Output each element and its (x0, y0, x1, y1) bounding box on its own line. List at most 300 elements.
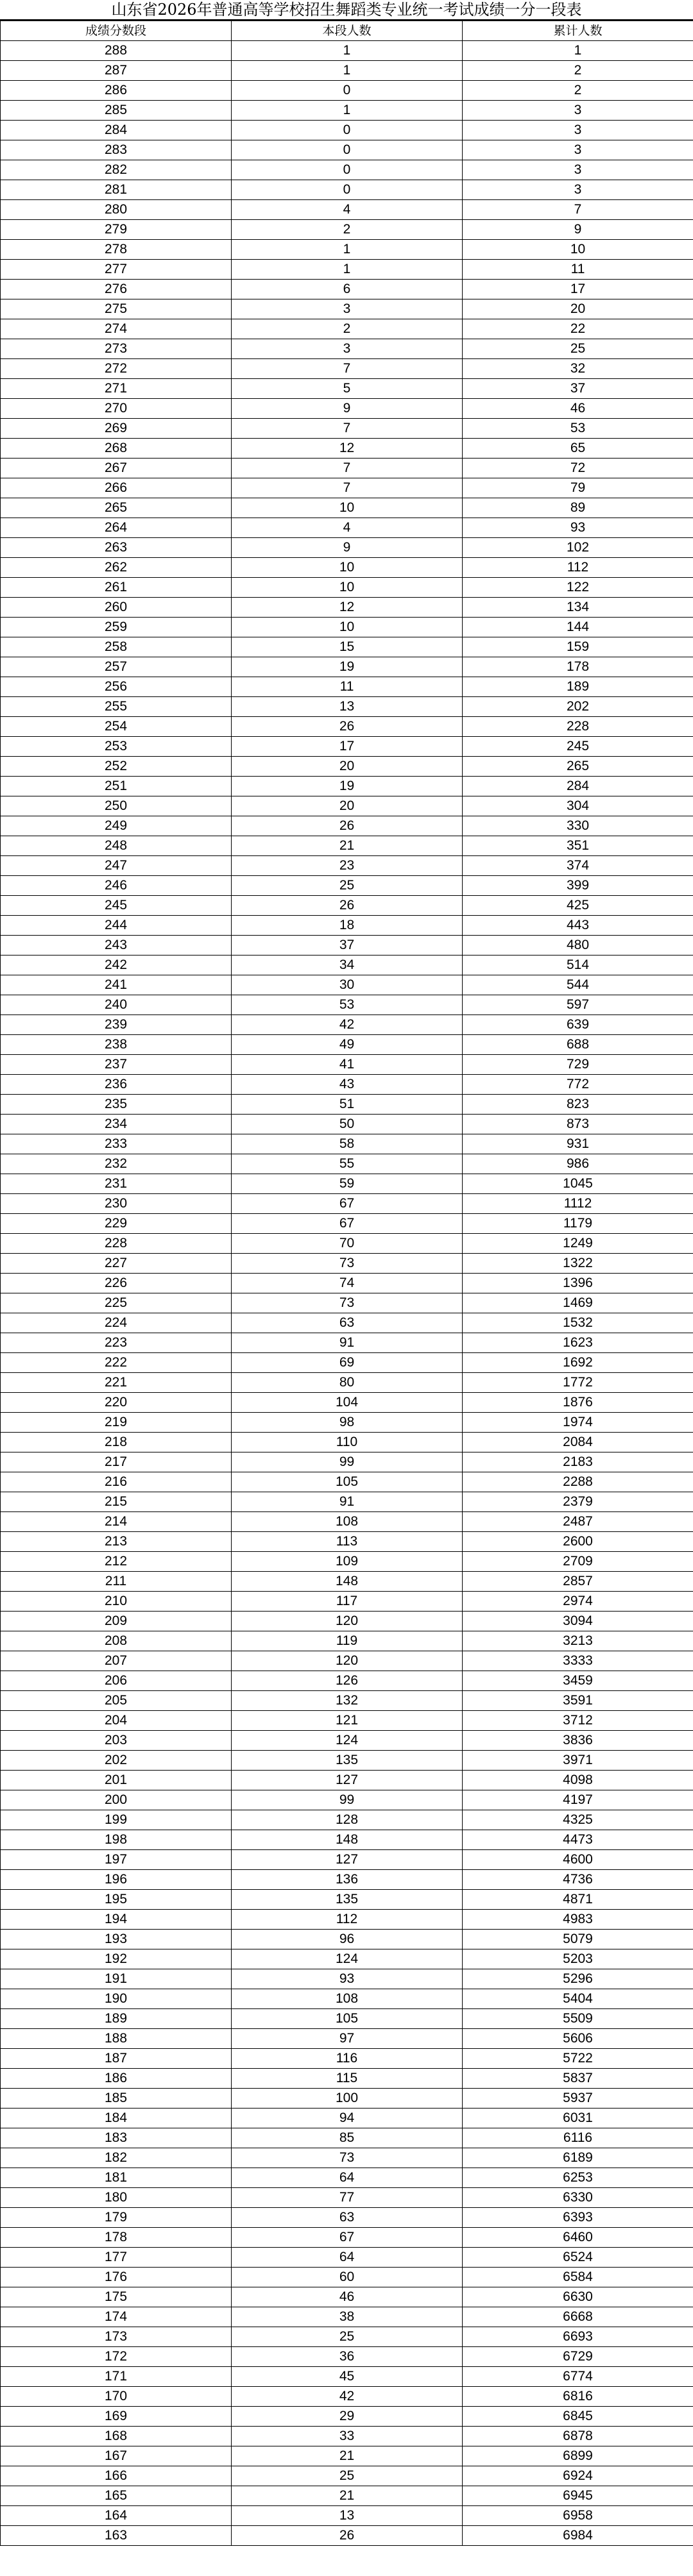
cumulative-count-cell: 178 (463, 657, 693, 677)
score-cell: 280 (1, 200, 232, 220)
table-row (1, 1433, 693, 1452)
cumulative-count-cell: 37 (463, 379, 693, 399)
segment-count-cell: 53 (232, 995, 463, 1015)
table-row (1, 1711, 693, 1731)
score-cell: 188 (1, 2029, 232, 2049)
segment-count-cell: 124 (232, 1949, 463, 1969)
segment-count-cell: 42 (232, 1015, 463, 1035)
cumulative-count-cell: 1623 (463, 1333, 693, 1353)
segment-count-cell: 29 (232, 2407, 463, 2427)
table-row (1, 1353, 693, 1373)
header-score-range: 成绩分数段 (1, 21, 232, 41)
segment-count-cell: 17 (232, 737, 463, 757)
cumulative-count-cell: 2487 (463, 1512, 693, 1532)
score-cell: 195 (1, 1890, 232, 1910)
cumulative-count-cell: 6524 (463, 2248, 693, 2268)
cumulative-count-cell: 9 (463, 220, 693, 240)
table-row (1, 518, 693, 538)
score-cell: 235 (1, 1095, 232, 1115)
table-row (1, 538, 693, 558)
header-segment-count: 本段人数 (232, 21, 463, 41)
score-cell: 214 (1, 1512, 232, 1532)
table-row (1, 916, 693, 936)
cumulative-count-cell: 374 (463, 856, 693, 876)
segment-count-cell: 7 (232, 359, 463, 379)
score-cell: 179 (1, 2208, 232, 2228)
segment-count-cell: 43 (232, 1075, 463, 1095)
score-cell: 285 (1, 101, 232, 121)
score-cell: 227 (1, 1254, 232, 1274)
cumulative-count-cell: 5837 (463, 2069, 693, 2089)
score-cell: 204 (1, 1711, 232, 1731)
segment-count-cell: 7 (232, 478, 463, 498)
segment-count-cell: 116 (232, 2049, 463, 2069)
table-row (1, 1870, 693, 1890)
cumulative-count-cell: 3591 (463, 1691, 693, 1711)
segment-count-cell: 148 (232, 1572, 463, 1592)
segment-count-cell: 0 (232, 160, 463, 180)
segment-count-cell: 25 (232, 876, 463, 896)
score-cell: 163 (1, 2526, 232, 2546)
cumulative-count-cell: 3836 (463, 1731, 693, 1751)
cumulative-count-cell: 159 (463, 637, 693, 657)
segment-count-cell: 50 (232, 1115, 463, 1134)
table-row (1, 2148, 693, 2168)
cumulative-count-cell: 17 (463, 280, 693, 299)
score-cell: 267 (1, 459, 232, 478)
score-cell: 242 (1, 955, 232, 975)
segment-count-cell: 77 (232, 2188, 463, 2208)
score-cell: 171 (1, 2367, 232, 2387)
segment-count-cell: 115 (232, 2069, 463, 2089)
cumulative-count-cell: 284 (463, 777, 693, 796)
table-row (1, 1373, 693, 1393)
score-cell: 199 (1, 1810, 232, 1830)
score-cell: 177 (1, 2248, 232, 2268)
segment-count-cell: 67 (232, 1214, 463, 1234)
segment-count-cell: 25 (232, 2327, 463, 2347)
table-row (1, 2367, 693, 2387)
cumulative-count-cell: 122 (463, 578, 693, 598)
table-row (1, 1115, 693, 1134)
cumulative-count-cell: 102 (463, 538, 693, 558)
table-row (1, 61, 693, 81)
score-cell: 277 (1, 260, 232, 280)
table-row (1, 260, 693, 280)
table-row (1, 2069, 693, 2089)
cumulative-count-cell: 228 (463, 717, 693, 737)
segment-count-cell: 80 (232, 1373, 463, 1393)
score-cell: 257 (1, 657, 232, 677)
table-row (1, 1532, 693, 1552)
segment-count-cell: 33 (232, 2427, 463, 2446)
cumulative-count-cell: 6253 (463, 2168, 693, 2188)
score-cell: 286 (1, 81, 232, 101)
segment-count-cell: 126 (232, 1671, 463, 1691)
table-row (1, 2049, 693, 2069)
segment-count-cell: 132 (232, 1691, 463, 1711)
score-cell: 193 (1, 1930, 232, 1949)
table-row (1, 896, 693, 916)
cumulative-count-cell: 1469 (463, 1293, 693, 1313)
segment-count-cell: 9 (232, 538, 463, 558)
table-row (1, 200, 693, 220)
table-row (1, 2268, 693, 2287)
score-cell: 287 (1, 61, 232, 81)
segment-count-cell: 10 (232, 558, 463, 578)
segment-count-cell: 127 (232, 1850, 463, 1870)
cumulative-count-cell: 6668 (463, 2307, 693, 2327)
cumulative-count-cell: 1249 (463, 1234, 693, 1254)
cumulative-count-cell: 4983 (463, 1910, 693, 1930)
table-row (1, 41, 693, 61)
score-cell: 281 (1, 180, 232, 200)
cumulative-count-cell: 2084 (463, 1433, 693, 1452)
table-row (1, 1333, 693, 1353)
segment-count-cell: 10 (232, 618, 463, 637)
score-cell: 250 (1, 796, 232, 816)
table-row (1, 1731, 693, 1751)
table-row (1, 2307, 693, 2327)
score-cell: 167 (1, 2446, 232, 2466)
score-cell: 245 (1, 896, 232, 916)
segment-count-cell: 120 (232, 1612, 463, 1631)
cumulative-count-cell: 2 (463, 61, 693, 81)
score-cell: 259 (1, 618, 232, 637)
cumulative-count-cell: 11 (463, 260, 693, 280)
score-cell: 166 (1, 2466, 232, 2486)
segment-count-cell: 120 (232, 1651, 463, 1671)
cumulative-count-cell: 1396 (463, 1274, 693, 1293)
score-cell: 203 (1, 1731, 232, 1751)
segment-count-cell: 121 (232, 1711, 463, 1731)
table-row (1, 1810, 693, 1830)
score-cell: 217 (1, 1452, 232, 1472)
score-cell: 261 (1, 578, 232, 598)
table-row (1, 2248, 693, 2268)
table-row (1, 657, 693, 677)
table-row (1, 1413, 693, 1433)
score-cell: 260 (1, 598, 232, 618)
cumulative-count-cell: 46 (463, 399, 693, 419)
segment-count-cell: 74 (232, 1274, 463, 1293)
cumulative-count-cell: 3 (463, 180, 693, 200)
score-cell: 221 (1, 1373, 232, 1393)
cumulative-count-cell: 2709 (463, 1552, 693, 1572)
cumulative-count-cell: 245 (463, 737, 693, 757)
segment-count-cell: 13 (232, 697, 463, 717)
cumulative-count-cell: 6729 (463, 2347, 693, 2367)
cumulative-count-cell: 93 (463, 518, 693, 538)
segment-count-cell: 117 (232, 1592, 463, 1612)
segment-count-cell: 60 (232, 2268, 463, 2287)
table-row (1, 1612, 693, 1631)
segment-count-cell: 7 (232, 459, 463, 478)
cumulative-count-cell: 304 (463, 796, 693, 816)
cumulative-count-cell: 2974 (463, 1592, 693, 1612)
cumulative-count-cell: 1876 (463, 1393, 693, 1413)
segment-count-cell: 108 (232, 1989, 463, 2009)
table-row (1, 1472, 693, 1492)
score-cell: 180 (1, 2188, 232, 2208)
cumulative-count-cell: 823 (463, 1095, 693, 1115)
cumulative-count-cell: 4736 (463, 1870, 693, 1890)
score-cell: 225 (1, 1293, 232, 1313)
cumulative-count-cell: 22 (463, 319, 693, 339)
cumulative-count-cell: 6984 (463, 2526, 693, 2546)
segment-count-cell: 46 (232, 2287, 463, 2307)
segment-count-cell: 93 (232, 1969, 463, 1989)
score-cell: 241 (1, 975, 232, 995)
score-cell: 252 (1, 757, 232, 777)
cumulative-count-cell: 3213 (463, 1631, 693, 1651)
table-row (1, 121, 693, 140)
score-cell: 175 (1, 2287, 232, 2307)
score-table (0, 21, 693, 2546)
document-title: 山东省2026年普通高等学校招生舞蹈类专业统一考试成绩一分一段表 (0, 0, 693, 21)
segment-count-cell: 98 (232, 1413, 463, 1433)
score-cell: 247 (1, 856, 232, 876)
cumulative-count-cell: 4600 (463, 1850, 693, 1870)
cumulative-count-cell: 2857 (463, 1572, 693, 1592)
segment-count-cell: 20 (232, 757, 463, 777)
cumulative-count-cell: 134 (463, 598, 693, 618)
cumulative-count-cell: 202 (463, 697, 693, 717)
segment-count-cell: 9 (232, 399, 463, 419)
cumulative-count-cell: 425 (463, 896, 693, 916)
score-cell: 226 (1, 1274, 232, 1293)
cumulative-count-cell: 2288 (463, 1472, 693, 1492)
cumulative-count-cell: 6958 (463, 2506, 693, 2526)
cumulative-count-cell: 189 (463, 677, 693, 697)
score-cell: 191 (1, 1969, 232, 1989)
cumulative-count-cell: 6116 (463, 2128, 693, 2148)
segment-count-cell: 45 (232, 2367, 463, 2387)
score-cell: 228 (1, 1234, 232, 1254)
segment-count-cell: 10 (232, 578, 463, 598)
segment-count-cell: 18 (232, 916, 463, 936)
table-row (1, 2347, 693, 2367)
segment-count-cell: 11 (232, 677, 463, 697)
score-cell: 185 (1, 2089, 232, 2109)
score-cell: 186 (1, 2069, 232, 2089)
score-cell: 243 (1, 936, 232, 955)
segment-count-cell: 6 (232, 280, 463, 299)
score-cell: 224 (1, 1313, 232, 1333)
score-cell: 173 (1, 2327, 232, 2347)
score-cell: 178 (1, 2228, 232, 2248)
segment-count-cell: 91 (232, 1492, 463, 1512)
table-row (1, 1671, 693, 1691)
cumulative-count-cell: 6031 (463, 2109, 693, 2128)
table-row (1, 2287, 693, 2307)
score-cell: 207 (1, 1651, 232, 1671)
cumulative-count-cell: 1112 (463, 1194, 693, 1214)
cumulative-count-cell: 3094 (463, 1612, 693, 1631)
table-row (1, 1035, 693, 1055)
table-row (1, 1134, 693, 1154)
score-cell: 253 (1, 737, 232, 757)
cumulative-count-cell: 5937 (463, 2089, 693, 2109)
segment-count-cell: 2 (232, 220, 463, 240)
segment-count-cell: 49 (232, 1035, 463, 1055)
segment-count-cell: 26 (232, 896, 463, 916)
table-body (1, 41, 693, 2546)
score-cell: 239 (1, 1015, 232, 1035)
segment-count-cell: 12 (232, 439, 463, 459)
segment-count-cell: 105 (232, 1472, 463, 1492)
segment-count-cell: 99 (232, 1452, 463, 1472)
table-row (1, 1274, 693, 1293)
score-cell: 288 (1, 41, 232, 61)
score-cell: 196 (1, 1870, 232, 1890)
cumulative-count-cell: 688 (463, 1035, 693, 1055)
score-cell: 232 (1, 1154, 232, 1174)
cumulative-count-cell: 4871 (463, 1890, 693, 1910)
table-row (1, 1989, 693, 2009)
score-cell: 220 (1, 1393, 232, 1413)
score-cell: 240 (1, 995, 232, 1015)
table-row (1, 2188, 693, 2208)
score-cell: 210 (1, 1592, 232, 1612)
cumulative-count-cell: 1045 (463, 1174, 693, 1194)
table-row (1, 1890, 693, 1910)
table-row (1, 637, 693, 657)
table-row (1, 419, 693, 439)
table-row (1, 2208, 693, 2228)
score-cell: 222 (1, 1353, 232, 1373)
cumulative-count-cell: 10 (463, 240, 693, 260)
segment-count-cell: 26 (232, 2526, 463, 2546)
cumulative-count-cell: 2183 (463, 1452, 693, 1472)
cumulative-count-cell: 5722 (463, 2049, 693, 2069)
cumulative-count-cell: 6393 (463, 2208, 693, 2228)
table-row (1, 816, 693, 836)
cumulative-count-cell: 5606 (463, 2029, 693, 2049)
table-row (1, 1174, 693, 1194)
score-cell: 187 (1, 2049, 232, 2069)
table-row (1, 1293, 693, 1313)
table-row (1, 1631, 693, 1651)
table-row (1, 757, 693, 777)
segment-count-cell: 1 (232, 260, 463, 280)
score-cell: 192 (1, 1949, 232, 1969)
table-row (1, 220, 693, 240)
segment-count-cell: 64 (232, 2168, 463, 2188)
score-cell: 208 (1, 1631, 232, 1651)
segment-count-cell: 1 (232, 240, 463, 260)
segment-count-cell: 91 (232, 1333, 463, 1353)
segment-count-cell: 36 (232, 2347, 463, 2367)
score-cell: 279 (1, 220, 232, 240)
segment-count-cell: 113 (232, 1532, 463, 1552)
table-row (1, 2387, 693, 2407)
cumulative-count-cell: 6924 (463, 2466, 693, 2486)
segment-count-cell: 41 (232, 1055, 463, 1075)
score-cell: 275 (1, 299, 232, 319)
cumulative-count-cell: 729 (463, 1055, 693, 1075)
table-row (1, 1830, 693, 1850)
segment-count-cell: 0 (232, 121, 463, 140)
segment-count-cell: 99 (232, 1790, 463, 1810)
segment-count-cell: 94 (232, 2109, 463, 2128)
score-cell: 182 (1, 2148, 232, 2168)
cumulative-count-cell: 2379 (463, 1492, 693, 1512)
cumulative-count-cell: 20 (463, 299, 693, 319)
table-row (1, 1949, 693, 1969)
score-cell: 255 (1, 697, 232, 717)
cumulative-count-cell: 330 (463, 816, 693, 836)
score-cell: 170 (1, 2387, 232, 2407)
cumulative-count-cell: 1772 (463, 1373, 693, 1393)
cumulative-count-cell: 6774 (463, 2367, 693, 2387)
segment-count-cell: 135 (232, 1751, 463, 1771)
segment-count-cell: 1 (232, 41, 463, 61)
cumulative-count-cell: 53 (463, 419, 693, 439)
score-cell: 201 (1, 1771, 232, 1790)
table-row (1, 180, 693, 200)
cumulative-count-cell: 443 (463, 916, 693, 936)
segment-count-cell: 12 (232, 598, 463, 618)
segment-count-cell: 15 (232, 637, 463, 657)
segment-count-cell: 38 (232, 2307, 463, 2327)
table-row (1, 1930, 693, 1949)
cumulative-count-cell: 6584 (463, 2268, 693, 2287)
table-row (1, 677, 693, 697)
score-cell: 219 (1, 1413, 232, 1433)
score-cell: 272 (1, 359, 232, 379)
cumulative-count-cell: 351 (463, 836, 693, 856)
score-cell: 278 (1, 240, 232, 260)
cumulative-count-cell: 65 (463, 439, 693, 459)
table-row (1, 697, 693, 717)
segment-count-cell: 4 (232, 518, 463, 538)
cumulative-count-cell: 32 (463, 359, 693, 379)
score-cell: 237 (1, 1055, 232, 1075)
segment-count-cell: 109 (232, 1552, 463, 1572)
score-cell: 230 (1, 1194, 232, 1214)
segment-count-cell: 1 (232, 61, 463, 81)
score-cell: 234 (1, 1115, 232, 1134)
score-cell: 197 (1, 1850, 232, 1870)
score-cell: 251 (1, 777, 232, 796)
score-cell: 200 (1, 1790, 232, 1810)
table-row (1, 1691, 693, 1711)
segment-count-cell: 127 (232, 1771, 463, 1790)
table-row (1, 1910, 693, 1930)
segment-count-cell: 20 (232, 796, 463, 816)
segment-count-cell: 21 (232, 2446, 463, 2466)
score-cell: 231 (1, 1174, 232, 1194)
cumulative-count-cell: 5203 (463, 1949, 693, 1969)
cumulative-count-cell: 5296 (463, 1969, 693, 1989)
table-row (1, 101, 693, 121)
score-cell: 174 (1, 2307, 232, 2327)
segment-count-cell: 100 (232, 2089, 463, 2109)
segment-count-cell: 104 (232, 1393, 463, 1413)
table-row (1, 1095, 693, 1115)
segment-count-cell: 67 (232, 1194, 463, 1214)
score-cell: 258 (1, 637, 232, 657)
score-cell: 183 (1, 2128, 232, 2148)
score-cell: 202 (1, 1751, 232, 1771)
table-row (1, 717, 693, 737)
score-cell: 212 (1, 1552, 232, 1572)
table-row (1, 777, 693, 796)
table-row (1, 2029, 693, 2049)
segment-count-cell: 119 (232, 1631, 463, 1651)
segment-count-cell: 64 (232, 2248, 463, 2268)
